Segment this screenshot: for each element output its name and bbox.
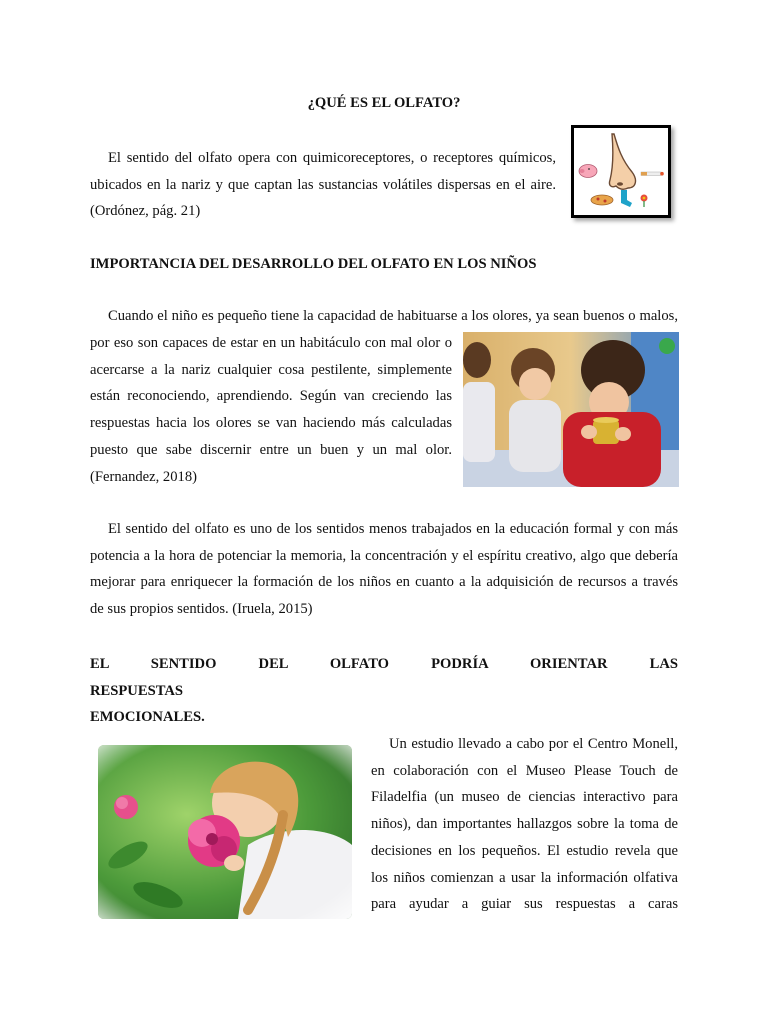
section1-p1-line-6: puesto que sabe discernir entre un buen y un mal olor. (90, 441, 452, 458)
girl-smelling-flower-photo (98, 745, 352, 919)
section2-line-7: para ayudar a guiar sus respuestas a caras (371, 896, 678, 913)
children-photo-graphic (463, 332, 679, 487)
section1-paragraph-1 (90, 303, 678, 330)
section1-p1-line-1: Cuando el niño es pequeño tiene la capacidad de habituarse a los olores, ya sean buenos o malos, (108, 308, 678, 324)
section2-line-4: niños), dan importantes hallazgos sobre la toma de (371, 816, 678, 833)
section2-heading-line-1: EL SENTIDO DEL OLFATO PODRÍA ORIENTAR LAS RESPUESTAS (90, 656, 678, 699)
section1-p2-line-4: de sus propios sentidos. (Iruela, 2015) (90, 601, 313, 618)
section2-line-3: Filadelfia (un museo de ciencias interactivo para (371, 789, 678, 806)
section1-paragraph-1-wrap (90, 330, 452, 490)
section1-paragraph-2 (90, 516, 678, 623)
section1-p1-line-3: acercarse a la nariz cualquier cosa pestilente, simplemente (90, 361, 452, 378)
section1-p2-line-1: El sentido del olfato es uno de los sentidos menos trabajados en la educación formal y con más (108, 521, 678, 537)
intro-line-3: (Ordónez, pág. 21) (90, 203, 201, 220)
nose-illustration (571, 125, 671, 218)
girl-photo-graphic (98, 745, 352, 919)
section-heading-respuestas (90, 651, 678, 731)
section2-paragraph (371, 731, 678, 918)
children-smelling-photo (463, 332, 679, 487)
intro-line-1: El sentido del olfato opera con quimicoreceptores, o receptores químicos, (108, 150, 556, 166)
section1-p2-line-3: mejorar para enriquecer la formación de los niños en cuanto a la adquisición de recursos a través (90, 574, 678, 591)
nose-icon (574, 128, 668, 215)
page-title: ¿QUÉ ES EL OLFATO? (307, 95, 461, 111)
intro-line-2: ubicados en la nariz y que captan las sustancias volátiles dispersas en el aire. (90, 176, 556, 193)
section1-p2-line-2: potencia a la hora de potenciar la memoria, la concentración y el espíritu creativo, algo que debería (90, 547, 678, 564)
section2-line-2: en colaboración con el Museo Please Touch de (371, 762, 678, 779)
section2-heading-line-2: EMOCIONALES. (90, 709, 205, 726)
section1-p1-line-5: respuestas hacia los olores se van haciendo más calculadas (90, 415, 452, 432)
section-heading-importancia: IMPORTANCIA DEL DESARROLLO DEL OLFATO EN LOS NIÑOS (90, 256, 537, 272)
section2-line-6: los niños comienzan a usar la información olfativa (371, 869, 678, 886)
intro-paragraph (90, 145, 556, 225)
section2-line-5: decisiones en los pequeños. El estudio revela que (371, 842, 678, 859)
section1-p1-line-4: están reconociendo, aprendiendo. Según van creciendo las (90, 388, 452, 405)
section2-line-1: Un estudio llevado a cabo por el Centro Monell, (389, 736, 678, 752)
section1-p1-line-2: por eso son capaces de estar en un habitáculo con mal olor o (90, 335, 452, 351)
section1-p1-line-7: (Fernandez, 2018) (90, 468, 197, 485)
